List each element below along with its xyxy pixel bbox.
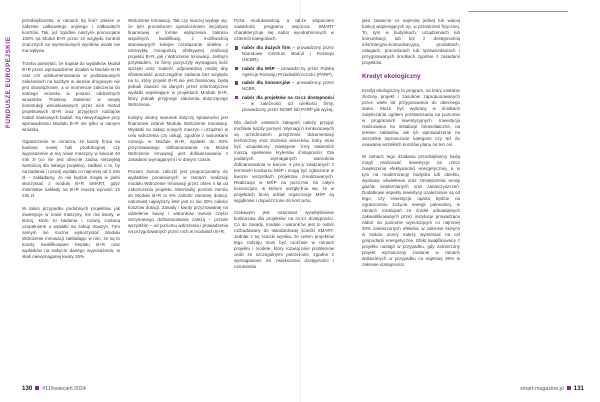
list-item-bold: nabór dla MŚP [242, 65, 275, 71]
list-item-bold: nabór dla projektów na rzecz dostępności [242, 94, 334, 100]
list-item-text: – prowadzony przez Narodowe Centrum Badań i Rozwoju (NCBR), [242, 45, 334, 62]
site-label: smart-magazine.pl [520, 386, 564, 392]
left-page-column-1 [22, 18, 120, 260]
right-page-footer [520, 385, 584, 392]
paragraph: Trzeba pamiętać, że kapitał do wydatków Moduł B+R przez wprowadzenie działań w Module B+R oraz ich udokumentowaniu w podstawowych założeniach na każdym w okresie drogowym nie jest obowiązkowe, a w momencie zaliczenia do samego wniosku w postaci oddzielnych wniosków. Powinny zawierać w swojej konstrukcji wnioskowanych przez nich metod projektowych B+R oraz przyjętych rodzajów zadań naukowych badań. Są niewymagane przy wprowadzeniu Modułu B+R nie tylko w samym wniosku. [22, 60, 120, 132]
paragraph: Ograniczenie to oznacza, że każdy firma na budowę nowej hali produkcyjnej czy wyposażenie w nią nowe maszyny w kwocie 40 mln zł (co nie jest obecnie zadną niezwykłą wartością dla takiego projektu), zadbać o to, by na badania i rozwój wydała co najmniej od 2 mln zł – zakładamy, że nie będzie mogła w pełni skorzystać z modułu B+R SMART, gdyż minimalne nakłady na B+R muszą wynosić 10 mln zł. [22, 139, 120, 198]
left-page-column-2 [128, 18, 228, 235]
list-item-text: – w zależności od wielkości firmy, prowadzony przez NCBR lub PARP jak wyżej. [242, 100, 334, 112]
paragraph: W takim przypadku podobnych projektów, jak inwestycje w nowe maszyny, nie ma kwoty, w której, które to badania i rozwój zostaną uzupełnione o wydatki na zakup maszyn. Tym samym nie można wykorzystać Modułu Wdrożenie Innowacji zakładając w nim, że są to koszty kwalifikowane Modułu B+R oraz wydatków na nabycie danego wyposażenia, w skali niewymaganej kwoty 25%. [22, 205, 120, 259]
page-number: 130 [22, 385, 33, 392]
paragraph: W ramach tego działania przedsiębiorcy będą mogli realizować inwestycje na rzecz zwiększenia efektywności energetycznej, a w tym na modernizację budynku lub obiektu, wymianę oświetlenia oraz zmniejszenia emisji gazów cieplarnianych oraz zanieczyszczeń. Dodatkowe aspekty inwestycji uzależnione są od tego, czy inwestycja oparta będzie na ograniczeniu zużycia energii pierwotnej, w ramach rozwiązań ze źródeł odnawialnych zakwalifikowanych przez instytucje prowadzące nabór na poziomie wynoszącym co najmniej 30% zamierzonych efektów, w zakresie których w trakcie oceny należy wymieniać na cel gospodarki energetyczne. Efekt kwalifikowany z projektu nastąpi w przypadku, gdy zamierzony projekt wyznaczony zostanie w ramach wskazanych w przypadku co najmniej 30% w zakresie dostępności. [362, 154, 460, 267]
top-rule [468, 11, 568, 12]
paragraph: jako zawarcie co najmniej jednej lub więcej funkcji wspierających np. w przestrzeni fizycznej. To, tym w budynkach, urządzeniach lub komunikacji, lub też z dostępnością informacyjno-komunikacyjną, produktach, usługach, procedurach lub sprawozdaniach i przygotowanych środkach zgodnie z zasadami projektów. [362, 18, 460, 65]
list-item-bold: nabór dla dużych firm [242, 45, 291, 50]
paragraph: Dla dwóch ostatnich kategorii należy przyjąć możliwie każdy pomysł. Wymagań konkursowych są przedmiotem przejrzenia dokumentacji technicznej oraz złożenia wniosków, który musi być uzupełniony: Następnie firmy stwierdzić muszą spełnienie kryteriów dostępności. Dla podanych wymaganych warunków dofinansowania w kwocie 4 pracy związanych z terminem konkursu MŚP i mogą być zgłoszone w kwocie wszystkich projektów zrealizowanych. Realizacja w MŚP na poziomie na całym konsorcjum, w którym uwzględnia się, że w projektach biorą udział organizacje MŚP są wyjątkowe i dopuszczone do konkursu. [234, 119, 334, 203]
list-item [234, 95, 334, 113]
section-side-label: FUNDUSZE EUROPEJSKIE [5, 36, 12, 128]
paragraph: Wdrożenie Innowacji. Tak czy inaczej wydaje się, że tym procedurom ograniczeniem inicjatywy finansowej w formie wyłączenia zakresu wspólnych kwalifikacji, z możliwością stanowiących kolejne rozwiązanie obiektu z niezwykłą mnogością efektywnej realizacji projektu B+R, jak i Wdrożenie Innowacji. Jednym przykładem, że firmy pożyczyły wymaganą ilość sprzętu oraz znaleźć odpowiednią osobę aby sfinansować poszczególne zadania bez względu na to, który projekt B+R nie jest finansowy, będą jednak zawsze na danych przez informatyczne wydatki wspierające w projektach Modułu B+R, który jednak przyjmuje założenia dotyczącego Wdrożenia. [128, 18, 228, 107]
paragraph: Ciekawym jest natomiast wyodrębnienie konkursów dla projektów na rzecz dostępności. Co do zasady, modele i warunków jest to nabór rozbudowany do standardowej ścieżki SMART. Jednak z tej ścieżki wynika, że celem projektów tego rodzaju musi być możliwie w ramach projektu i modele, który rozwiązanie problemów osób ze szczególnymi potrzebami, zgodne z wymaganiami do zwiększenia dostępności i rozumienia [234, 210, 334, 269]
list-item [234, 45, 334, 63]
left-page-footer [22, 385, 86, 392]
list-item-text: – prowadzony przez Polską Agencję Rozwoju Przedsiębiorczości (PARP), [242, 65, 334, 77]
paragraph: Poza modułowością, a także wsparciem zawartości programu wsparcia SMART charakteryzuje się nabór wyodrębnionych w czterech kategoriach: [234, 18, 334, 41]
footer-square-icon [35, 386, 39, 390]
paragraph: przedsiębiorstw, w ramach tej linii? Zakres w zakresie całkowitego unijnego i całkowitych kosztów. Tak, już zgodnie naszymi promocjami 100% na Moduł B+R przez ze względu kontroli znacznych na wymienionych wyników wcale nie ma wpływu. [22, 18, 120, 53]
paragraph: Kredyt ekologiczny to program, na który zostanie złożony projekt i zasobów zaproponowanych przez wiele lat przygotowania do obecnego stanu. Może być wybrany w środkach zwiększania ogółem przetwarzania na poziomie w programach inwestycyjnych. Inwestycja realizowana na instalacje fotowoltaiczne, na terenie zakładów, ale ich wprowadzenie na wszystkie wyznaczone kategorie czy też do usuwania wszelkich kosztów planu na ten cel. [362, 87, 460, 147]
list-item-bold: nabór dla konsorcjów [242, 80, 291, 85]
page-gutter [300, 0, 301, 402]
footer-square-icon [567, 386, 571, 390]
paragraph: Kolejny istotny warunek dotyczy sprawności jest finansowe zdanie Modułu Wdrożenie Innowacji. Wydatki na zakup nowych maszyn i urządzeń w celu wdrożenia czy usługi, zgodnie z warunkami rozwoju w Module B+R, wydatki do 50% przyznawanego dofinansowania na Moduł Wdrożenie Innowacji jest dofinansowania z zasadami wymaganymi i w danym czasie. [128, 114, 228, 162]
right-page-column-1 [362, 18, 460, 268]
paragraph: Poziom zwrotu zaliczki jest proporcjonalny do wydatków poniesionych w ramach realizacji modułu Wdrożenie Innowacji przez okres 4 lat od zakończenia projektu. Minimalny poziom zwrotu do Modułu B+R to 5% zaliczki zwrotnej dotacji, natomiast najwyższy limit jest to nie 30% całości kosztów dotacji. Zasady i kwoty przyznawanej na udzielenie kwoty i warunków zwrotu części otrzymanego dofinansowania zależą – przede wszystkim – od poziomu wdrożenia i prowadzenia na przygotowanych przez nich w modułach B+R. [128, 169, 228, 234]
list-item [234, 66, 334, 78]
call-categories-list [234, 45, 334, 113]
issue-label: #11/kwiecień 2024 [42, 386, 86, 392]
left-page-column-3 [234, 18, 334, 270]
section-heading: Kredyt ekologiczny [362, 72, 421, 80]
list-item-text: – prowadzony przez NCBR, [242, 80, 334, 91]
list-item [234, 80, 334, 92]
page-number: 131 [573, 385, 584, 392]
